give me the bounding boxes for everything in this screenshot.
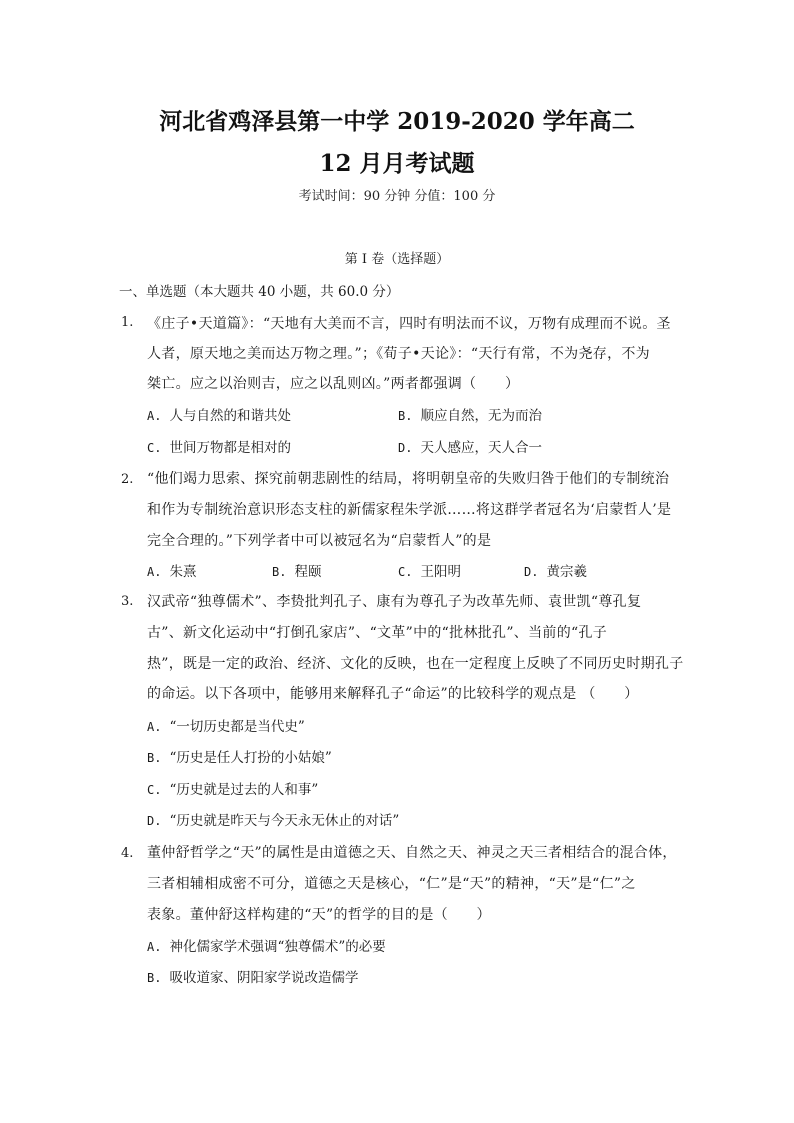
question-number: 2. xyxy=(121,472,134,487)
question-number: 1. xyxy=(121,315,134,330)
option-tag: C. xyxy=(147,441,162,455)
question-text-line: 董仲舒哲学之“天”的属性是由道德之天、自然之天、神灵之天三者相结合的混合体， xyxy=(147,845,677,861)
option-text: 人与自然的和谐共处 xyxy=(169,408,291,424)
option-text: 吸收道家、阴阳家学说改造儒学 xyxy=(169,970,359,986)
question-text-line: 古”、新文化运动中“打倒孔家店”、“文革”中的“批林批孔”、当前的“孔子 xyxy=(147,625,608,641)
option-text: 顺应自然，无为而治 xyxy=(420,408,542,424)
option-d xyxy=(524,560,587,580)
option-tag: A. xyxy=(147,565,162,579)
option-tag: B. xyxy=(147,971,162,985)
option-tag: A. xyxy=(147,409,162,423)
option-b xyxy=(147,966,358,986)
question-text-line: “他们竭力思索、探究前朝悲剧性的结局，将明朝皇帝的失败归咎于他们的专制统治 xyxy=(147,471,670,487)
question-number: 3. xyxy=(121,594,134,609)
option-tag: C. xyxy=(147,783,162,797)
option-text: 王阳明 xyxy=(420,564,461,580)
option-tag: C. xyxy=(398,565,413,579)
question-text-line: 人者，原天地之美而达万物之理。”；《荀子•天论》：“天行有常，不为尧存，不为 xyxy=(147,346,650,362)
option-a xyxy=(147,404,291,424)
question-text-line: 桀亡。应之以治则吉，应之以乱则凶。”两者都强调（ ） xyxy=(147,376,520,392)
option-text: “历史就是昨天与今天永无休止的对话” xyxy=(169,813,400,829)
part-heading: 一、单选题（本大题共 40 小题，共 60.0 分） xyxy=(119,284,400,300)
option-text: “历史就是过去的人和事” xyxy=(169,782,319,798)
question-text-line: 汉武帝“独尊儒术”、李贽批判孔子、康有为尊孔子为改革先师、袁世凯“尊孔复 xyxy=(147,594,642,610)
exam-title-line1: 河北省鸡泽县第一中学 2019-2020 学年高二 xyxy=(159,108,635,135)
option-tag: D. xyxy=(147,814,162,828)
option-c xyxy=(147,436,291,456)
question-text-line: 的命运。以下各项中，能够用来解释孔子“命运”的比较科学的观点是 （ ） xyxy=(147,686,639,702)
option-text: 神化儒家学术强调“独尊儒术”的必要 xyxy=(169,939,386,955)
option-text: 朱熹 xyxy=(169,564,197,580)
option-tag: B. xyxy=(147,751,162,765)
question-text-line: 完全合理的。”下列学者中可以被冠名为“启蒙哲人”的是 xyxy=(147,533,492,549)
option-tag: D. xyxy=(524,565,539,579)
question-text-line: 《庄子•天道篇》：“天地有大美而不言，四时有明法而不议，万物有成理而不说。圣 xyxy=(147,316,671,332)
question-number: 4. xyxy=(121,846,134,861)
option-tag: B. xyxy=(272,565,287,579)
exam-title-line2: 12 月月考试题 xyxy=(319,150,475,177)
option-c xyxy=(147,778,318,798)
option-a xyxy=(147,715,305,735)
option-a xyxy=(147,935,386,955)
question-text-line: 热”，既是一定的政治、经济、文化的反映，也在一定程度上反映了不同历史时期孔子 xyxy=(147,656,684,672)
option-b xyxy=(272,560,321,580)
option-text: 程颐 xyxy=(294,564,322,580)
question-text-line: 三者相辅相成密不可分，道德之天是核心，“仁”是“天”的精神，“天”是“仁”之 xyxy=(147,876,636,892)
option-text: 天人感应，天人合一 xyxy=(420,440,542,456)
option-b xyxy=(147,746,332,766)
option-b xyxy=(398,404,542,424)
option-c xyxy=(398,560,461,580)
option-d xyxy=(398,436,542,456)
option-a xyxy=(147,560,196,580)
option-text: 世间万物都是相对的 xyxy=(169,440,291,456)
question-text-line: 表象。董仲舒这样构建的“天”的哲学的目的是（ ） xyxy=(147,907,491,923)
option-tag: D. xyxy=(398,441,413,455)
option-tag: A. xyxy=(147,720,162,734)
option-text: “一切历史都是当代史” xyxy=(169,719,305,735)
option-text: “历史是任人打扮的小姑娘” xyxy=(169,750,332,766)
volume-heading: 第 I 卷（选择题） xyxy=(344,252,450,267)
exam-info: 考试时间：90 分钟 分值：100 分 xyxy=(298,189,496,204)
option-text: 黄宗羲 xyxy=(546,564,587,580)
question-text-line: 和作为专制统治意识形态支柱的新儒家程朱学派……将这群学者冠名为‘启蒙哲人’是 xyxy=(147,502,672,518)
option-tag: B. xyxy=(398,409,413,423)
option-d xyxy=(147,809,399,829)
option-tag: A. xyxy=(147,940,162,954)
